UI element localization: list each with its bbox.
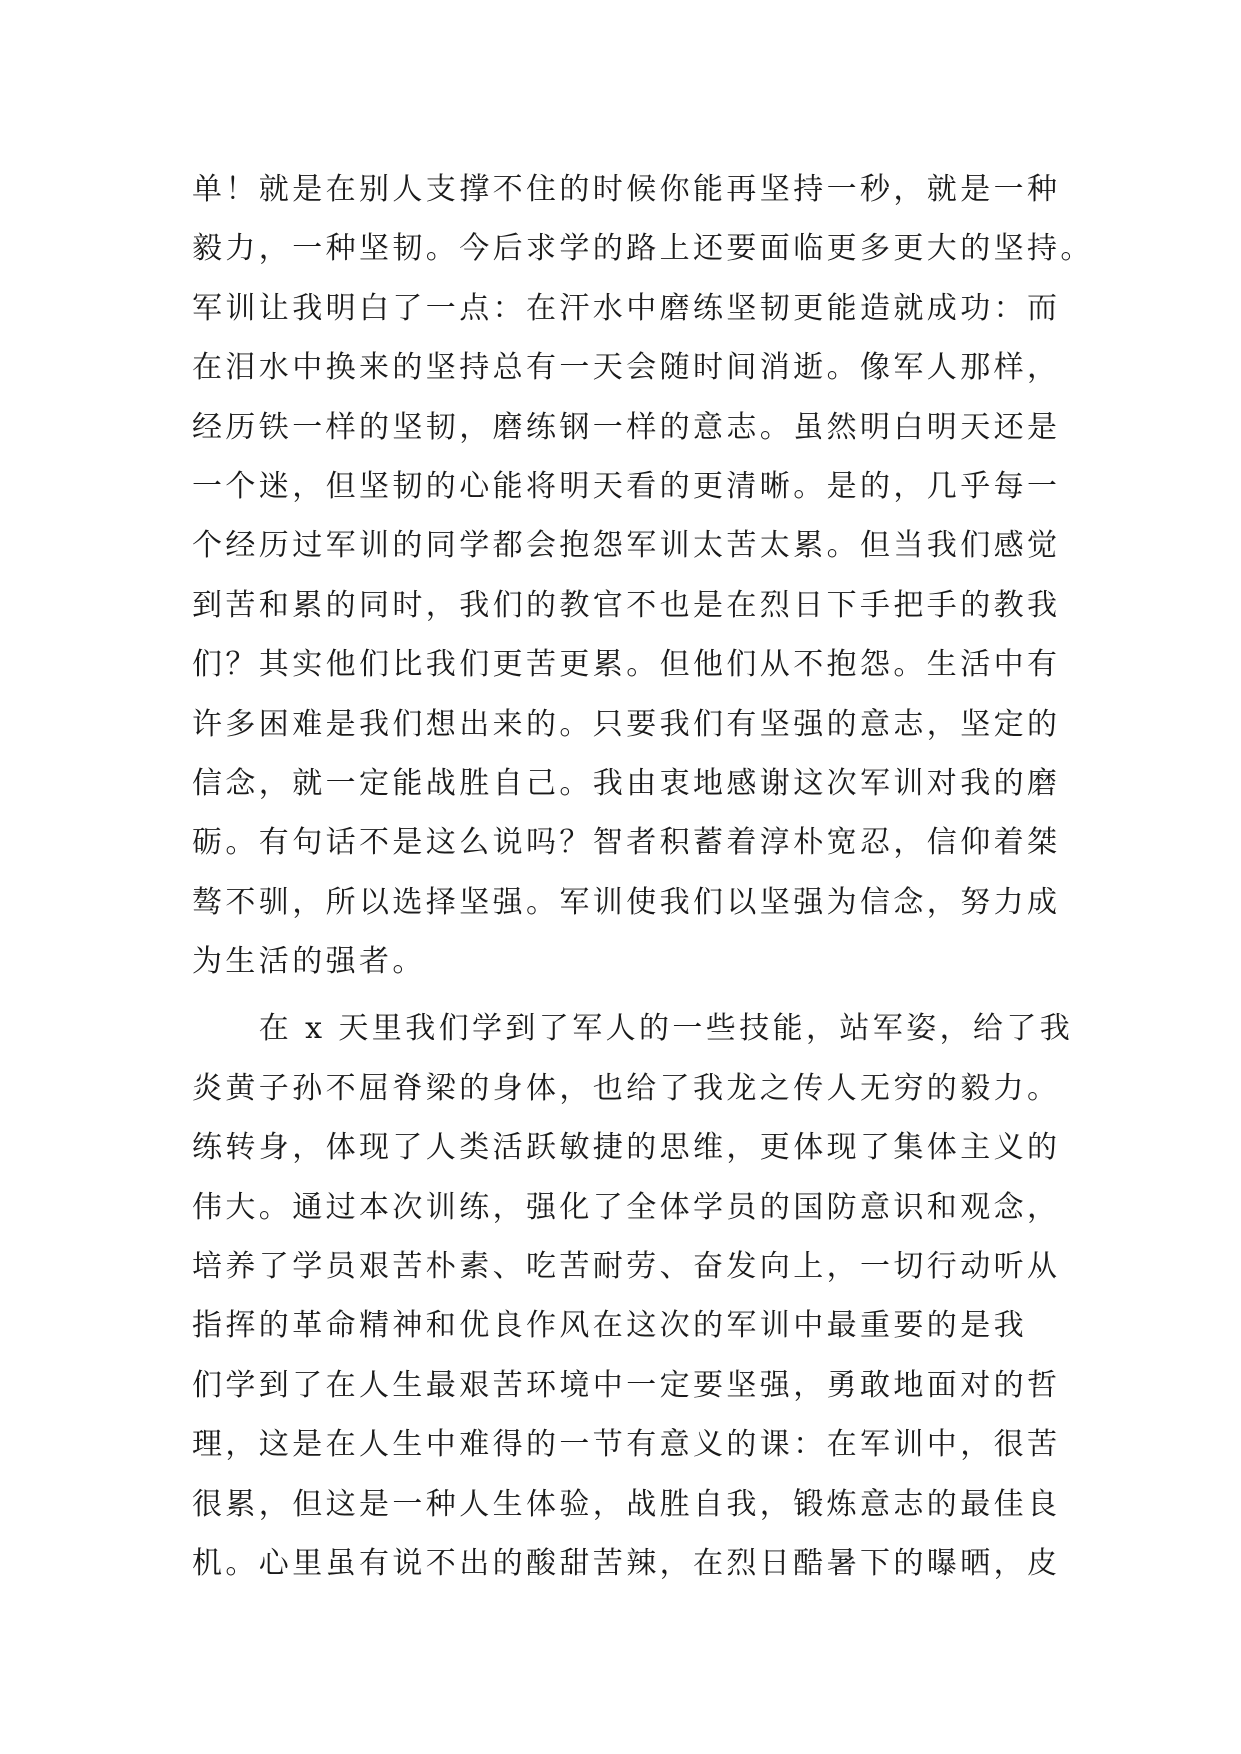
paragraph-1	[192, 160, 1094, 991]
text-line: 机。心里虽有说不出的酸甜苦辣，在烈日酷暑下的曝晒，皮	[192, 1545, 1061, 1581]
text-line: 一个迷，但坚韧的心能将明天看的更清晰。是的，几乎每一	[192, 468, 1061, 504]
text-line: 信念，就一定能战胜自己。我由衷地感谢这次军训对我的磨	[192, 765, 1061, 801]
text-line: 在泪水中换来的坚持总有一天会随时间消逝。像军人那样，	[192, 350, 1061, 386]
text-line: 指挥的革命精神和优良作风在这次的军训中最重要的是我	[192, 1308, 1027, 1344]
text-line: 培养了学员艰苦朴素、吃苦耐劳、奋发向上，一切行动听从	[192, 1249, 1061, 1285]
paragraph-spacer	[192, 991, 1072, 999]
text-line: 砺。有句话不是这么说吗？智者积蓄着淳朴宽忍，信仰着桀	[192, 825, 1061, 861]
text-line: 经历铁一样的坚韧，磨练钢一样的意志。虽然明白明天还是	[192, 409, 1061, 445]
text-line: 炎黄子孙不屈脊梁的身体，也给了我龙之传人无穷的毅力。	[192, 1070, 1061, 1106]
text-line: 毅力，一种坚韧。今后求学的路上还要面临更多更大的坚持。	[192, 231, 1094, 267]
text-line: 军训让我明白了一点：在汗水中磨练坚韧更能造就成功：而	[192, 290, 1061, 326]
text-line: 个经历过军训的同学都会抱怨军训太苦太累。但当我们感觉	[192, 528, 1061, 564]
paragraph-2	[192, 999, 1072, 1593]
text-line: 为生活的强者。	[192, 944, 426, 980]
text-line: 很累，但这是一种人生体验，战胜自我，锻炼意志的最佳良	[192, 1486, 1061, 1522]
text-line: 单！就是在别人支撑不住的时候你能再坚持一秒，就是一种	[192, 172, 1061, 207]
text-line: 在 x 天里我们学到了军人的一些技能，站军姿，给了我	[192, 1011, 1074, 1047]
text-line: 理，这是在人生中难得的一节有意义的课：在军训中，很苦	[192, 1427, 1061, 1463]
text-line: 许多困难是我们想出来的。只要我们有坚强的意志，坚定的	[192, 706, 1061, 742]
text-line: 们？其实他们比我们更苦更累。但他们从不抱怨。生活中有	[192, 647, 1061, 683]
body-text	[192, 160, 1094, 1593]
text-line: 们学到了在人生最艰苦环境中一定要坚强，勇敢地面对的哲	[192, 1367, 1061, 1403]
text-line: 伟大。通过本次训练，强化了全体学员的国防意识和观念，	[192, 1189, 1061, 1225]
text-line: 到苦和累的同时，我们的教官不也是在烈日下手把手的教我	[192, 587, 1061, 623]
text-line: 骜不驯，所以选择坚强。军训使我们以坚强为信念，努力成	[192, 884, 1061, 920]
text-line: 练转身，体现了人类活跃敏捷的思维，更体现了集体主义的	[192, 1130, 1061, 1166]
